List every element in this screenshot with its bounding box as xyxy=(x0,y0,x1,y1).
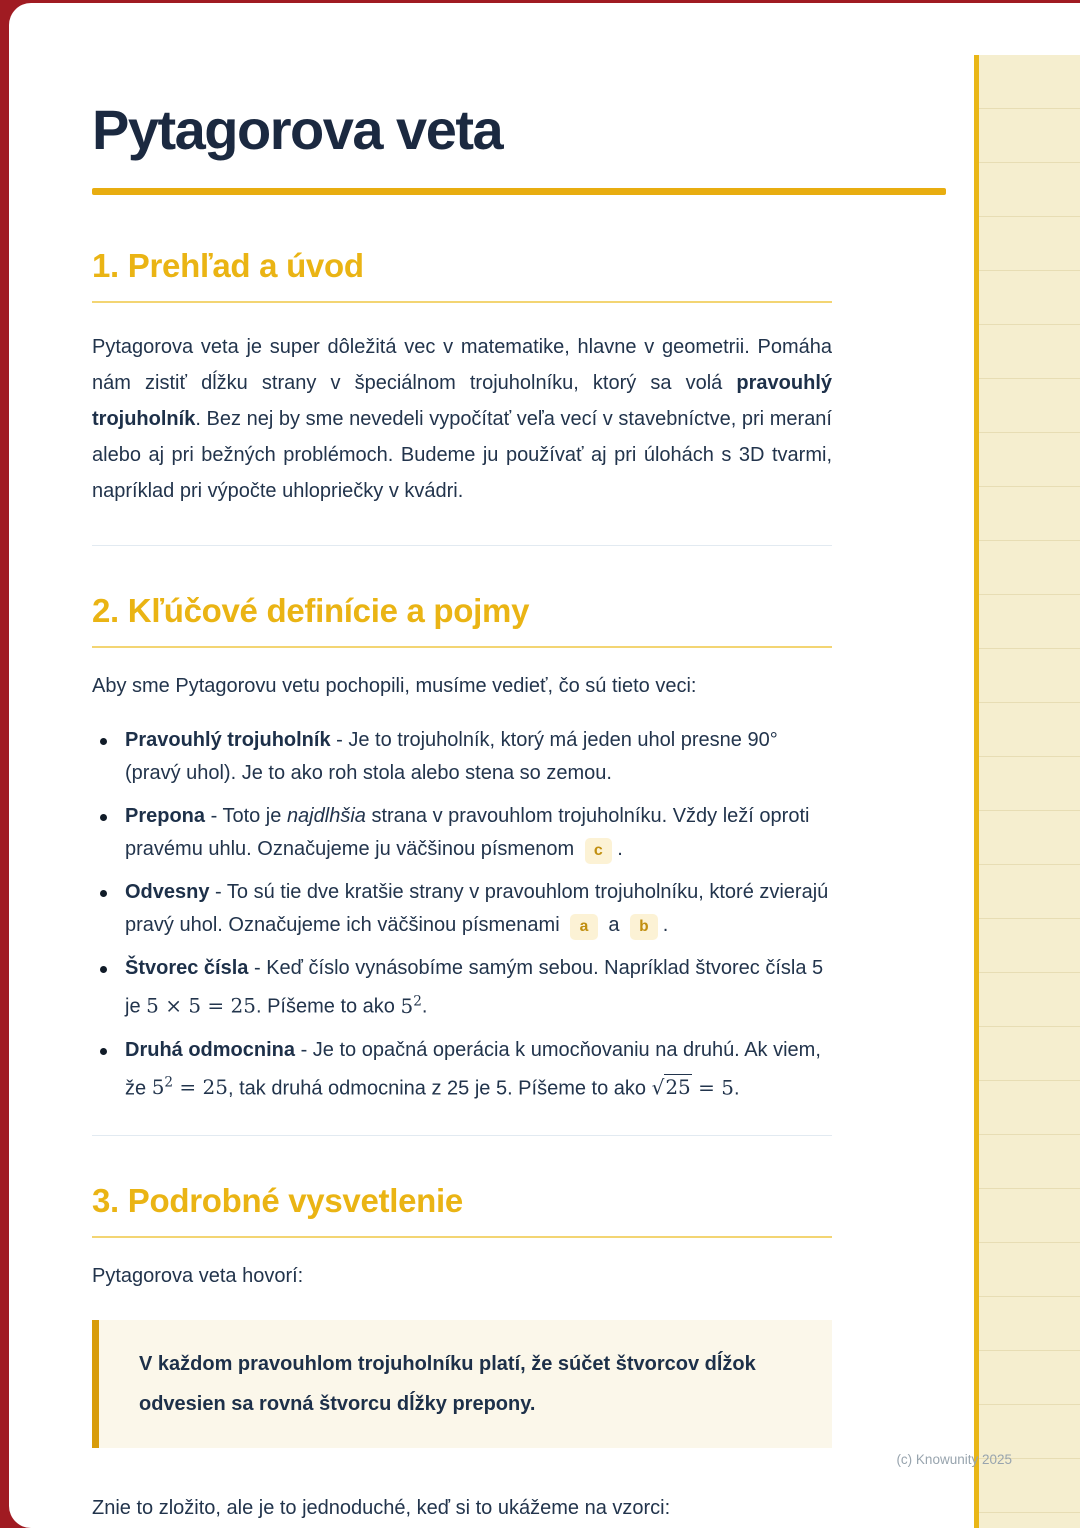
definition-text xyxy=(125,1034,832,1106)
text-run: strana v pravouhlom trojuholníku. Vždy leží oproti pravému uhlu. Označujeme ju väčšinou písmenom xyxy=(125,805,810,860)
text-run: - Je to trojuholník, ktorý má jeden uhol presne 90° (pravý uhol). Je to ako roh stola alebo stena so zemou. xyxy=(125,729,778,784)
math-base: 5 xyxy=(400,993,414,1018)
page-title: Pytagorova veta xyxy=(92,98,503,161)
text-run: - Toto je xyxy=(205,805,287,827)
notebook-margin-line xyxy=(974,55,979,1528)
bullet-dot xyxy=(100,814,107,821)
text-run: Pytagorova veta je super dôležitá vec v matematike, hlavne v geometrii. Pomáha nám zistiť dĺžku strany v špeciálnom trojuholníku, ktorý sa volá xyxy=(92,336,832,394)
definition-item-stvorec-cisla xyxy=(92,952,832,1024)
math-superscript: 2 xyxy=(164,1074,174,1091)
section-1-heading: 1. Prehľad a úvod xyxy=(92,247,832,303)
bullet-dot xyxy=(100,890,107,897)
bold-term: pravouhlý trojuholník xyxy=(92,372,832,430)
math-rest: = 5 xyxy=(691,1075,734,1100)
explanation-followup: Znie to zložito, ale je to jednoduché, keď si to ukážeme na vzorci: xyxy=(92,1497,671,1520)
bullet-dot xyxy=(100,1048,107,1055)
definition-term: Pravouhlý trojuholník xyxy=(125,729,331,751)
sqrt-radicand: 25 xyxy=(665,1075,691,1100)
document-content xyxy=(92,3,832,1526)
bullet-dot xyxy=(100,738,107,745)
notebook-margin-band xyxy=(979,55,1080,1528)
section-2-heading: 2. Kľúčové definície a pojmy xyxy=(92,592,832,648)
math-base: 5 xyxy=(151,1075,165,1100)
definition-item-pravouhly-trojuholnik xyxy=(92,724,832,790)
sqrt-sign: √ xyxy=(651,1075,665,1100)
italic-run: najdlhšia xyxy=(286,805,366,827)
definition-term: Prepona xyxy=(125,805,206,827)
definition-item-druha-odmocnina xyxy=(92,1034,832,1106)
variable-chip-a: a xyxy=(570,914,598,940)
definition-item-prepona xyxy=(92,800,832,866)
math-superscript: 2 xyxy=(413,993,422,1009)
variable-chip-c: c xyxy=(585,838,613,864)
definition-text xyxy=(125,724,832,790)
definition-term: Štvorec čísla xyxy=(125,957,249,979)
theorem-callout: V každom pravouhlom trojuholníku platí, že súčet štvorcov dĺžok odvesien sa rovná štvorcu dĺžky prepony. xyxy=(92,1320,832,1448)
math-expression: 5 × 5 = 25 xyxy=(146,993,256,1018)
definition-text xyxy=(125,952,832,1024)
section-explanation xyxy=(92,1182,832,1526)
text-run: , tak druhá odmocnina z 25 je 5. Píšeme to ako xyxy=(228,1077,652,1100)
text-run: a xyxy=(602,914,626,936)
section-divider xyxy=(92,545,832,546)
overview-paragraph xyxy=(92,329,832,509)
text-run: . xyxy=(421,995,428,1018)
definitions-list xyxy=(92,724,832,1105)
definition-term: Druhá odmocnina xyxy=(125,1038,296,1061)
math-sqrt-expression xyxy=(652,1074,734,1099)
definition-item-odvesny xyxy=(92,876,832,942)
text-run: - To sú tie dve kratšie strany v pravouhlom trojuholníku, ktoré zvierajú pravý uhol. Označujeme ich väčšinou písmenami xyxy=(125,881,829,936)
document-sheet xyxy=(9,3,1080,1528)
math-expression xyxy=(152,1075,228,1099)
explanation-intro: Pytagorova veta hovorí: xyxy=(92,1265,304,1288)
variable-chip-b: b xyxy=(630,914,658,940)
section-divider xyxy=(92,1135,832,1136)
text-run: . xyxy=(617,838,623,860)
math-expression xyxy=(400,994,421,1018)
definition-text xyxy=(125,876,832,942)
section-definitions xyxy=(92,592,832,1105)
text-run: . xyxy=(733,1077,740,1100)
copyright: (c) Knowunity 2025 xyxy=(896,1452,1012,1467)
text-run: . Bez nej by sme nevedeli vypočítať veľa vecí v stavebníctve, pri meraní alebo aj pri bežných problémoch. Budeme ju používať aj pri úlohách s 3D tvarmi, napríklad pri výpočte uhlopriečky v kvádri. xyxy=(92,408,832,502)
text-run: - Keď číslo vynásobíme samým sebou. Napríklad štvorec čísla 5 je xyxy=(125,957,824,1018)
math-rest: = 25 xyxy=(173,1075,228,1100)
definition-term: Odvesny xyxy=(125,881,210,903)
section-overview xyxy=(92,247,832,509)
text-run: - Je to opačná operácia k umocňovaniu na druhú. Ak viem, že xyxy=(125,1038,821,1100)
definition-text xyxy=(125,800,832,866)
bullet-dot xyxy=(100,966,107,973)
title-rule xyxy=(92,188,946,195)
text-run: . xyxy=(662,914,669,936)
section-3-heading: 3. Podrobné vysvetlenie xyxy=(92,1182,832,1238)
definitions-intro: Aby sme Pytagorovu vetu pochopili, musíme vedieť, čo sú tieto veci: xyxy=(92,675,697,697)
text-run: . Píšeme to ako xyxy=(255,995,401,1018)
